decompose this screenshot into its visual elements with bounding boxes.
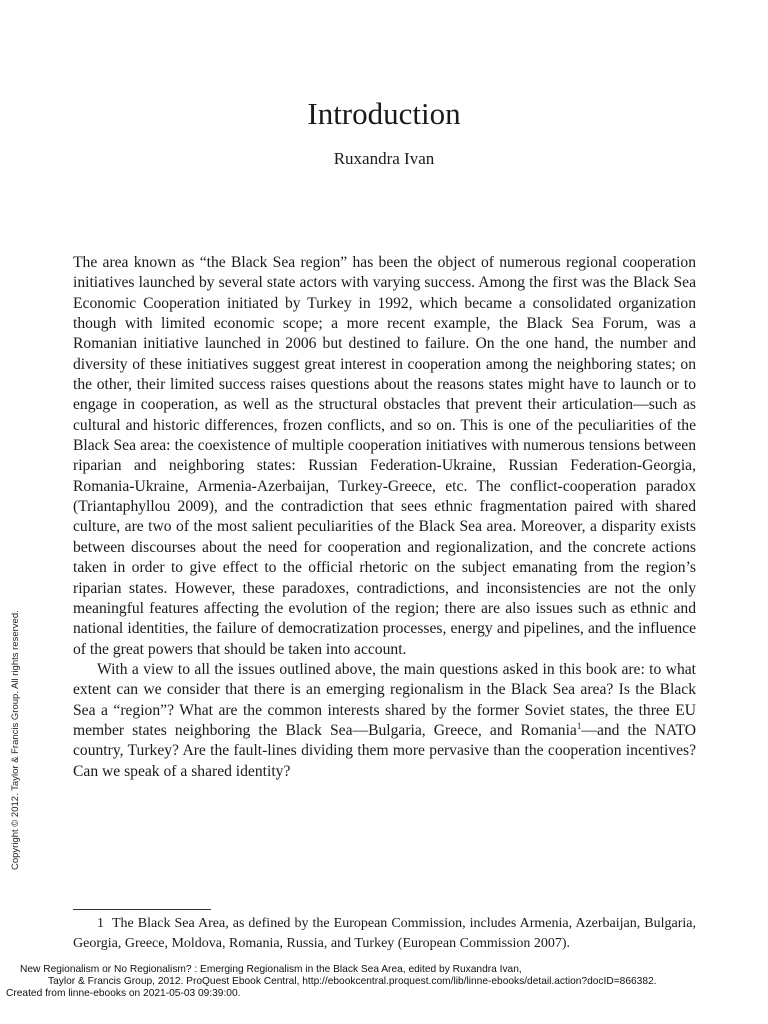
citation-line-1: New Regionalism or No Regionalism? : Emerging Regionalism in the Black Sea Area, edited by Ruxandra Ivan,: [20, 964, 522, 975]
body-paragraph-1: The area known as “the Black Sea region” has been the object of numerous regional cooperation initiatives launched by several state actors with varying success. Among the first was the Black Sea Economic Cooperation initiated by Turkey in 1992, which became a consolidated organization though with limited economic scope; a more recent example, the Black Sea Forum, was a Romanian initiative launched in 2006 but destined to failure. On the one hand, the number and diversity of these initiatives suggest great interest in cooperation among the neighboring states; on the other, their limited success raises questions about the reasons states might have to launch or to engage in cooperation, as well as the structural obstacles that prevent their articulation—such as cultural and historic differences, frozen conflicts, and so on. This is one of the peculiarities of the Black Sea area: the coexistence of multiple cooperation initiatives with numerous tensions between riparian and neighboring states: Russian Federation-Ukraine, Russian Federation-Georgia, Romania-Ukraine, Armenia-Azerbaijan, Turkey-Greece, etc. The conflict-cooperation paradox (Triantaphyllou 2009), and the contradiction that sees ethnic fragmentation paired with shared culture, are two of the most salient peculiarities of the Black Sea area. Moreover, a disparity exists between discourses about the need for cooperation and regionalization, and the concrete actions taken in order to give effect to the official rhetoric on the subject emanating from the region’s riparian states. However, these paradoxes, contradictions, and inconsistencies are not the only meaningful features affecting the evolution of the region; there are also issues such as ethnic and national identities, the failure of democratization processes, energy and pipelines, and the influence of the great powers that should be taken into account.: [73, 254, 696, 658]
chapter-author: Ruxandra Ivan: [333, 149, 435, 168]
citation-line-3: Created from linne-ebooks on 2021-05-03 09:39:00.: [6, 987, 241, 999]
footnote-text: The Black Sea Area, as defined by the European Commission, includes Armenia, Azerbaijan, Bulgaria, Georgia, Greece, Moldova, Romania, Russia, and Turkey (European Commission 2007).: [73, 916, 696, 951]
footnote-divider: [73, 909, 211, 910]
citation-footer: [0, 964, 768, 999]
citation-line-2[interactable]: Taylor & Francis Group, 2012. ProQuest Ebook Central, http://ebookcentral.proquest.com/lib/linne-ebooks/detail.action?docID=866382.: [48, 975, 657, 987]
footnote-number: 1: [97, 916, 104, 931]
footnote: [73, 914, 696, 954]
footnote-reference[interactable]: 1: [576, 720, 582, 731]
paragraph-2-text-start: With a view to all the issues outlined above, the main questions asked in this book are: to what extent can we consider that there is an emerging regionalism in the Black Sea area? Is the Black Sea a “region”? What are the common interests shared by the former Soviet states, the three EU member states neighboring the Black Sea—Bulgaria, Greece, and Romania: [73, 660, 696, 739]
body-text: [73, 253, 696, 782]
body-paragraph-2: [73, 660, 696, 782]
chapter-title: Introduction: [307, 96, 461, 131]
side-copyright-notice: Copyright © 2012. Taylor & Francis Group. All rights reserved.: [10, 610, 21, 870]
paragraph-2-text-end: —and the NATO country, Turkey? Are the fault-lines dividing them more pervasive than the cooperation incentives? Can we speak of a shared identity?: [73, 721, 696, 780]
